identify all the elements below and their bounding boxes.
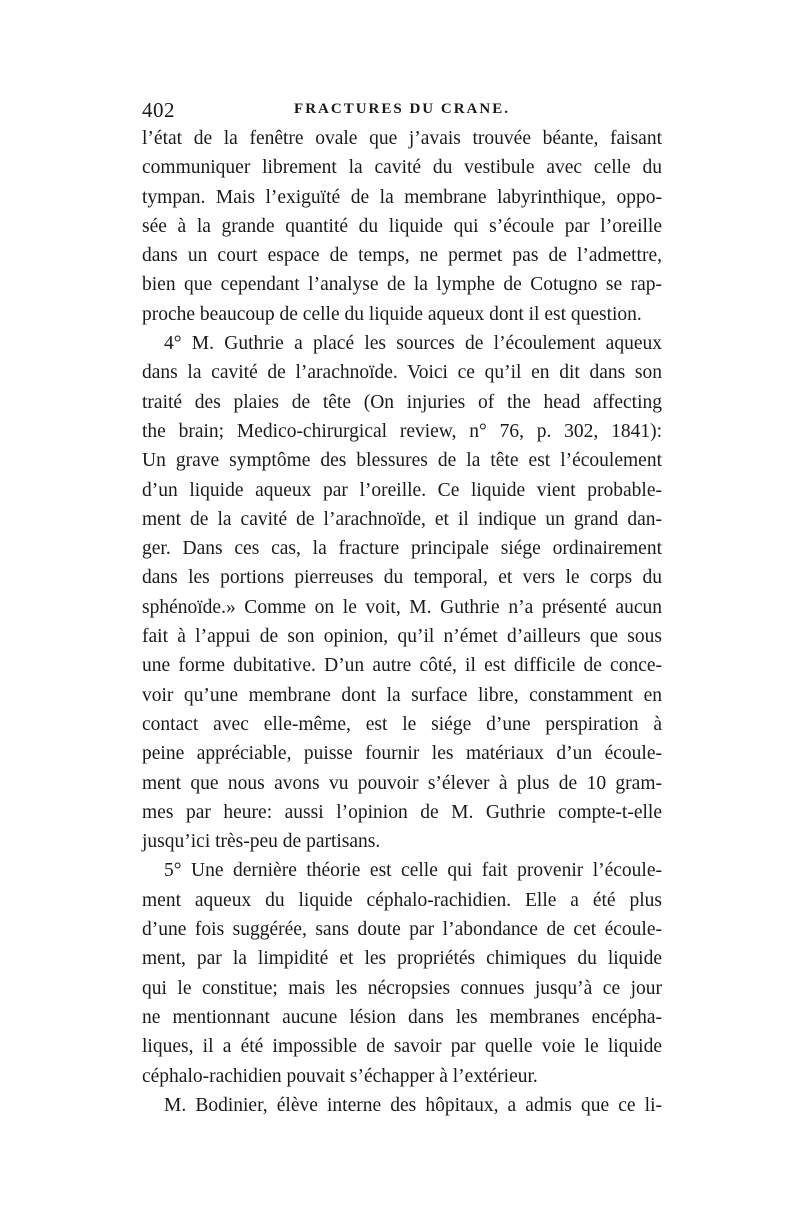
text-line: liques, il a été impossible de savoir par quelle voie le liquide (142, 1036, 662, 1058)
body-text (142, 124, 662, 1120)
text-line: 4° M. Guthrie a placé les sources de l’écoulement aqueux (164, 333, 662, 355)
text-line: communiquer librement la cavité du vestibule avec celle du (142, 157, 662, 179)
text-line: ment, par la limpidité et les propriétés chimiques du liquide (142, 948, 662, 970)
text-line: céphalo-rachidien pouvait s’échapper à l’extérieur. (142, 1065, 538, 1087)
text-line: 5° Une dernière théorie est celle qui fait provenir l’écoule- (164, 860, 662, 882)
text-line: proche beaucoup de celle du liquide aqueux dont il est question. (142, 303, 642, 325)
text-line: voir qu’une membrane dont la surface libre, constamment en (142, 684, 662, 706)
text-line: dans les portions pierreuses du temporal, et vers le corps du (142, 567, 662, 589)
text-line: sée à la grande quantité du liquide qui s’écoule par l’oreille (142, 215, 662, 237)
text-line: ment que nous avons vu pouvoir s’élever à plus de 10 gram- (142, 772, 662, 794)
text-line: bien que cependant l’analyse de la lymphe de Cotugno se rap- (142, 274, 662, 296)
text-line: sphénoïde.» Comme on le voit, M. Guthrie n’a présenté aucun (142, 596, 662, 618)
text-line: ment de la cavité de l’arachnoïde, et il indique un grand dan- (142, 508, 662, 530)
text-line: ger. Dans ces cas, la fracture principale siége ordinairement (142, 538, 662, 560)
page-header (142, 98, 662, 124)
text-line: ment aqueux du liquide céphalo-rachidien. Elle a été plus (142, 889, 662, 911)
text-line: dans la cavité de l’arachnoïde. Voici ce qu’il en dit dans son (142, 362, 662, 384)
running-title: FRACTURES DU CRANE. (294, 101, 510, 117)
text-line: dans un court espace de temps, ne permet pas de l’admettre, (142, 245, 662, 267)
text-line: peine appréciable, puisse fournir les matériaux d’un écoule- (142, 743, 662, 765)
text-line: une forme dubitative. D’un autre côté, il est difficile de conce- (142, 655, 662, 677)
text-line: traité des plaies de tête (On injuries of the head affecting (142, 391, 662, 413)
text-line: mes par heure: aussi l’opinion de M. Guthrie compte-t-elle (142, 801, 662, 823)
text-line: jusqu’ici très-peu de partisans. (142, 831, 381, 853)
page-number: 402 (142, 98, 175, 122)
text-line: d’une fois suggérée, sans doute par l’abondance de cet écoule- (142, 919, 662, 941)
text-line: d’un liquide aqueux par l’oreille. Ce liquide vient probable- (142, 479, 662, 501)
text-line: contact avec elle-même, est le siége d’une perspiration à (142, 713, 662, 735)
text-line: tympan. Mais l’exiguïté de la membrane labyrinthique, oppo- (142, 186, 662, 208)
text-line: l’état de la fenêtre ovale que j’avais trouvée béante, faisant (142, 128, 662, 149)
text-line: qui le constitue; mais les nécropsies connues jusqu’à ce jour (142, 977, 662, 999)
text-line: fait à l’appui de son opinion, qu’il n’émet d’ailleurs que sous (142, 626, 662, 648)
text-line: M. Bodinier, élève interne des hôpitaux, a admis que ce li- (164, 1094, 662, 1116)
text-line: Un grave symptôme des blessures de la tête est l’écoulement (142, 450, 662, 472)
text-line: ne mentionnant aucune lésion dans les membranes encépha- (142, 1006, 662, 1028)
text-line: the brain; Medico-chirurgical review, n° 76, p. 302, 1841): (142, 420, 662, 442)
